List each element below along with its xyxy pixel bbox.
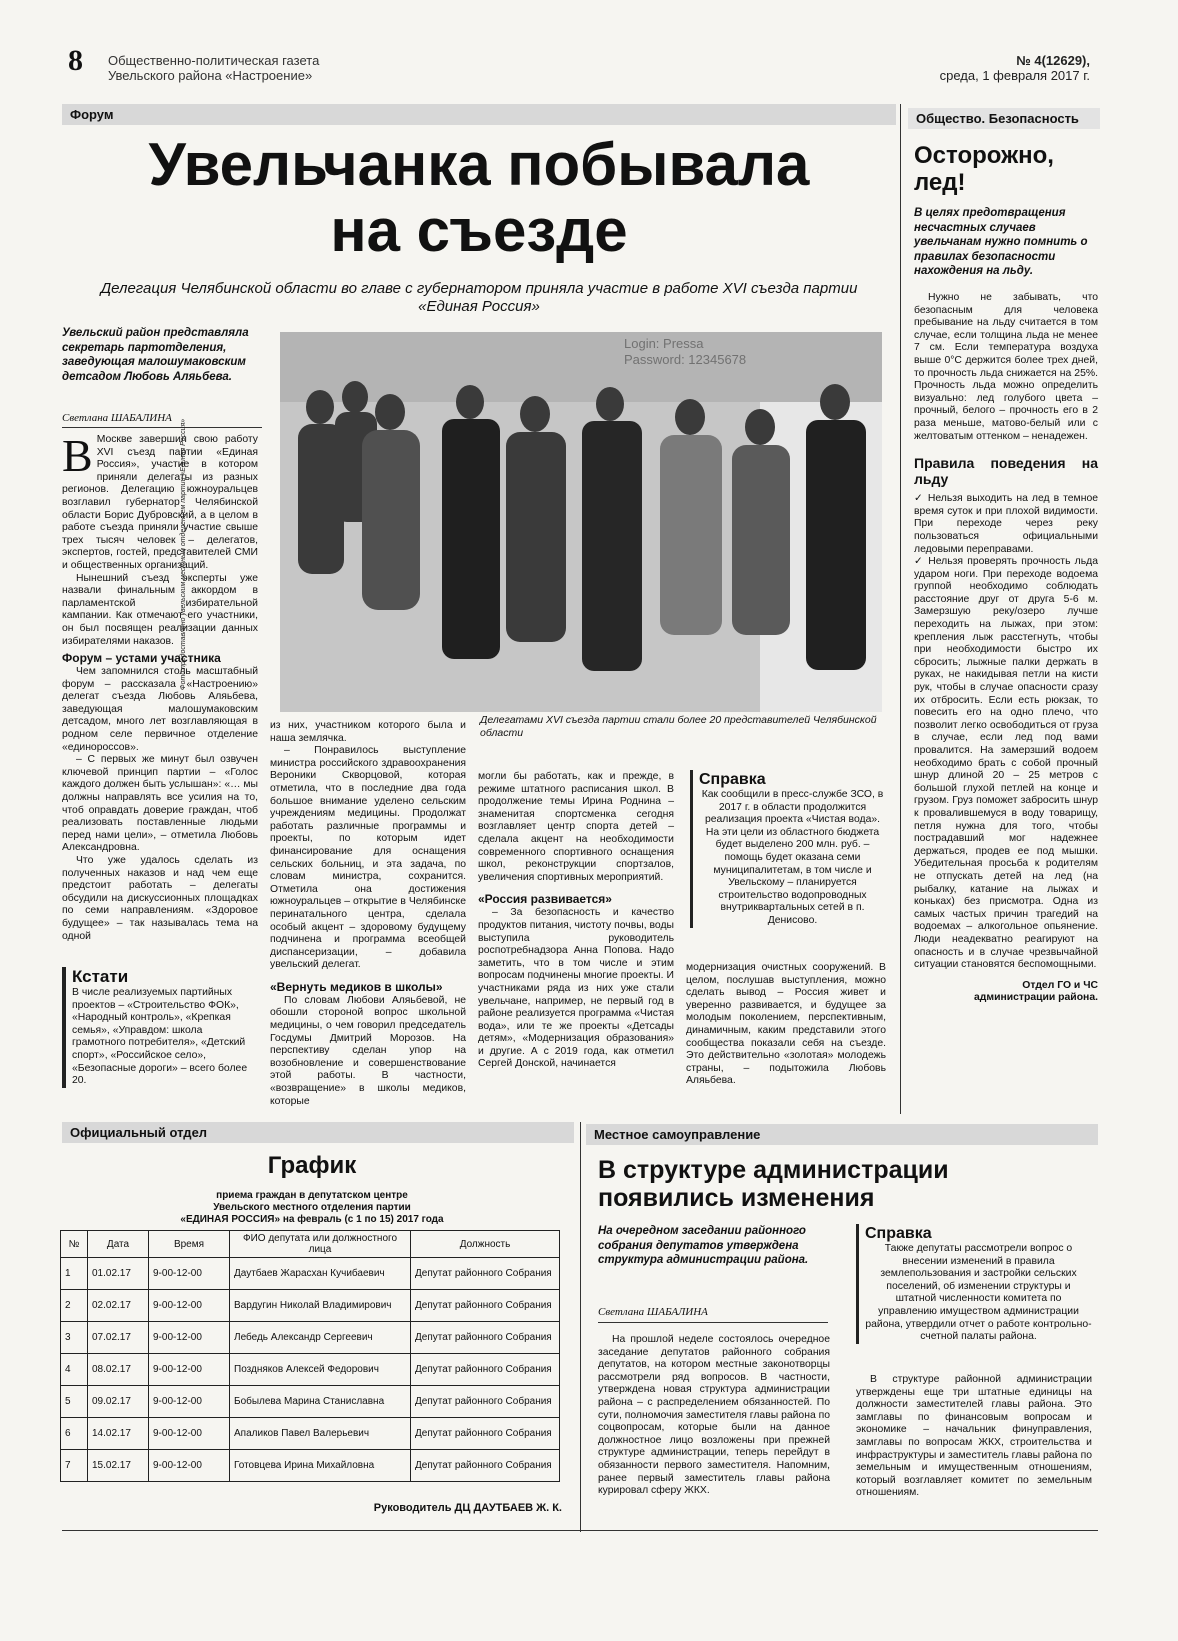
headline-line1: Увельчанка побывала [148, 131, 810, 198]
section-local: Местное самоуправление [586, 1124, 1098, 1145]
safety-headline [914, 142, 1104, 196]
safety-sign1: Отдел ГО и ЧС [1022, 979, 1098, 991]
local-author: Светлана ШАБАЛИНА [598, 1306, 708, 1318]
cell-date: 09.02.17 [88, 1386, 149, 1418]
dropcap: В [62, 430, 93, 481]
lead-line2: «Единая Россия» [418, 298, 540, 315]
cell-number: 1 [61, 1258, 88, 1290]
kstati-title: Кстати [72, 967, 129, 986]
cell-date: 08.02.17 [88, 1354, 149, 1386]
forum-p9: могли бы работать, как и прежде, в режиме штатного расписания школ. В продолжение темы Ирина Роднина – знаменитая спортсменка сегодня возглавляет центр спорта детей – сделала акцент на необходимости современного спортивного оснащения школ, реконструкции спортзалов, увеличения спортивных мероприятий. [478, 771, 674, 883]
safety-title-line1: Осторожно, [914, 142, 1054, 169]
lead-line1: Делегация Челябинской области во главе с губернатором приняла участие в работе XVI съезда партии [100, 280, 858, 297]
photo-people-icon [280, 332, 882, 712]
safety-bullet-2: ✓ Нельзя проверять прочность льда ударом ноги. При переходе водоема группой необходимо соблюдать расстояние друг от друга 5-6 м. Замерзшую реку/озеро лучше переходить на лыжах, при этом: крепления лыж расстегнуть, чтобы при необходимости быстро их сбросить; лыжные палки держать в руках, не накидывая петли на кисти рук, чтобы в случае опасности сразу их отбросить. Если есть рюкзак, то повесить его на одно плечо, что позволит легко освободиться от груза в случае, если лед под вами провалится. На замерзший водоем необходимо брать с собой прочный шнур длиной 20 – 25 метров с большой глухой петлей на конце и грузом. Груз поможет забросить шнур к провалившемуся в воду товарищу, петля нужна для того, чтобы пострадавший мог надежнее держаться, продев ее под мышки. Убедительная просьба к родителям не отпускать детей на лед (на рыбалку, катание на лыжах и коньках) без присмотра. Одна из самых частых причин трагедий на водоемах – алкогольное опьянение. Люди неадекватно реагируют на опасность и в случае чрезвычайной ситуации становятся беспомощными. [914, 556, 1098, 971]
cell-role: Депутат районного Собрания [411, 1386, 560, 1418]
schedule-subtitle [62, 1190, 562, 1226]
local-p1: На прошлой неделе состоялось очередное заседание депутатов районного собрания депутатов, на котором местные законотворцы рассмотрели ряд вопросов. В частности, утверждена новая структура администрации района – с распределением обязанностей. По сути, полномочия заместителя главы района по соцвопросам, которые были на данное должностное лицо возложены при прежней структуре администрации, теперь перейдут в обязанности первого заместителя. Напомним, ранее первый заместитель главы района курировал сферу ЖКХ. [598, 1334, 831, 1497]
safety-bullet-1: ✓ Нельзя выходить на лед в темное время суток и при плохой видимости. При переходе через реку пользоваться официальными ледовыми переправами. [914, 493, 1098, 555]
local-p2: В структуре районной администрации утверждены еще три штатные единицы на должности заместителей главы района. Это замглавы по финансовым вопросам и экономике – начальник финуправления, замглавы по вопросам ЖКХ, строительства и инфраструктуры и заместитель главы района по земельным и имущественным отношениям, который возглавляет комитет по земельным отношениям. [856, 1374, 1092, 1499]
cell-time: 9-00-12-00 [149, 1450, 230, 1482]
issue-date: среда, 1 февраля 2017 г. [939, 68, 1090, 83]
cell-role: Депутат районного Собрания [411, 1418, 560, 1450]
forum-column-3 [478, 771, 674, 1071]
subhead-forum-participant: Форум – устами участника [62, 651, 221, 666]
kstati-box [62, 967, 258, 1088]
forum-lead [62, 280, 896, 316]
local-headline [598, 1156, 1098, 1212]
forum-p10: – За безопасность и качество продуктов питания, чистоту почвы, воды выступила руководитель роспотребнадзора Анна Попова. Надо заметить, что в том числе и этим вопросам подчинены многие проекты. И участниками ряда из них уже стали увельчане, например, не первый год в районе реализуется программа «Чистая вода», или те же проекты «Детсады детям», «Модернизация образования» и другие. А с 2019 года, как отметил Сергей Донской, начинается [478, 907, 674, 1070]
spravka-title: Справка [699, 771, 766, 788]
cell-number: 7 [61, 1450, 88, 1482]
local-title-line2: появились изменения [598, 1184, 875, 1212]
cell-role: Депутат районного Собрания [411, 1258, 560, 1290]
col-name: ФИО депутата или должностного лица [230, 1231, 411, 1258]
newspaper-line2: Увельского района «Настроение» [108, 68, 313, 83]
forum-column-4 [686, 962, 886, 1088]
table-row [61, 1258, 560, 1290]
cell-role: Депутат районного Собрания [411, 1450, 560, 1482]
section-safety: Общество. Безопасность [908, 108, 1100, 129]
cell-date: 01.02.17 [88, 1258, 149, 1290]
safety-p1: Нужно не забывать, что безопасным для человека пребывание на льду считается в том случае, если толщина льда не менее 7 см. Если температура воздуха выше 0°С держится более трех дней, то прочность льда снижается на 25%. Прочность льда можно определить визуально: лед голубого цвета – прочный, белого – прочность его в 2 раза меньше, матово-белый или с желтоватым оттенком – ненадежен. [914, 292, 1098, 442]
kstati-text: В числе реализуемых партийных проектов – «Строительство ФОК», «Народный контроль», «Крепкая семья», «Управдом: школа грамотного потребителя», «Детский спорт», «Российское село», «Безопасные дороги» – всего более 20. [72, 987, 248, 1087]
local-spravka-title: Справка [865, 1225, 932, 1242]
cell-date: 07.02.17 [88, 1322, 149, 1354]
photo-credit: Фото предоставлено увельским местным отделением партии «Единая Россия» [180, 418, 187, 690]
cell-time: 9-00-12-00 [149, 1258, 230, 1290]
issue-number: № 4(12629), [1016, 53, 1090, 68]
cell-date: 14.02.17 [88, 1418, 149, 1450]
cell-number: 2 [61, 1290, 88, 1322]
cell-time: 9-00-12-00 [149, 1354, 230, 1386]
cell-number: 4 [61, 1354, 88, 1386]
spravka-text: Как сообщили в пресс-службе ЗСО, в 2017 г. в области продолжится реализация проекта «Чистая вода». На эти цели из областного бюджета будет выделено 200 млн. руб. – помощь будет оказана семи муниципалитетам, в том числе и Увельскому – планируется строительство водопроводных внутриквартальных сетей в п. Денисово. [701, 789, 884, 926]
headline-line2: на съезде [330, 197, 628, 264]
section-forum: Форум [62, 104, 896, 125]
schedule-signature: Руководитель ДЦ ДАУТБАЕВ Ж. К. [373, 1502, 562, 1514]
spravka-box [690, 770, 886, 928]
cell-role: Депутат районного Собрания [411, 1322, 560, 1354]
forum-p8: По словам Любови Аляьбевой, не обошли стороной вопрос школьной медицины, о чем говорил председатель Госдумы Дмитрий Морозов. На перспективу сделан упор на возобновление и совершенствование этой работы. В частности, «возвращение» в школы медиков, которые [270, 994, 466, 1107]
table-row [61, 1322, 560, 1354]
col-role: Должность [411, 1231, 560, 1258]
safety-body [914, 292, 1098, 1005]
forum-p5: Что уже удалось сделать из полученных наказов и над чем еще предстоит работать – делегаты обсудили на дискуссионных площадках по семи направлениям. «Здоровое будущее» – так называлась тема на одной [62, 855, 258, 942]
local-lead: На очередном заседании районного собрания депутатов утверждена структура администрации района. [598, 1225, 809, 1266]
local-title-line1: В структуре администрации [598, 1156, 949, 1184]
local-spravka-text: Также депутаты рассмотрели вопрос о внесении изменений в правила землепользования и застройки сельских поселений, об изменении структуры и штатной численности комитета по управлению имуществом администрации района, утвердили отчет о работе контрольно-счетной палаты района. [865, 1243, 1092, 1343]
schedule-subtitle-1: приема граждан в депутатском центре [216, 1190, 408, 1201]
table-row [61, 1450, 560, 1482]
cell-time: 9-00-12-00 [149, 1386, 230, 1418]
delegation-photo [280, 332, 882, 712]
cell-name: Поздняков Алексей Федорович [230, 1354, 411, 1386]
subhead-russia-develops: «Россия развивается» [478, 892, 612, 907]
forum-p4: – С первых же минут был озвучен ключевой принцип партии – «Голос каждого должен быть услышан»: «… мы должны направлять все усилия на то, чтоб оправдать доверие граждан, чтоб реализовать поставленные людьми перед нами цели», – отметила Любовь Александровна. [62, 754, 258, 854]
cell-time: 9-00-12-00 [149, 1418, 230, 1450]
cell-name: Готовцева Ирина Михайловна [230, 1450, 411, 1482]
safety-signature [914, 980, 1098, 1005]
forum-p6: из них, участником которого была и наша землячка. [270, 720, 466, 744]
forum-p11: модернизация очистных сооружений. В целом, послушав выступления, можно сделать вывод – Россия живет и уверенно развивается, и будущее за молодым поколением, перспективным, динамичным, каким представили этого сообщества показали себя на съезде. Это действительно «золотая» молодежь страны, – подытожила Любовь Аляьбева. [686, 962, 886, 1087]
cell-number: 6 [61, 1418, 88, 1450]
forum-author: Светлана ШАБАЛИНА [62, 412, 172, 424]
safety-subhead: Правила поведения на льду [914, 455, 1098, 488]
forum-column-1 [62, 430, 258, 943]
page-number: 8 [68, 44, 83, 77]
local-column-2 [856, 1374, 1092, 1500]
col-time: Время [149, 1231, 230, 1258]
forum-intro: Увельский район представляла секретарь партотделения, заведующая малошумаковским детсадом Любовь Аляьбева. [62, 327, 249, 383]
section-official: Официальный отдел [62, 1122, 574, 1143]
newspaper-line1: Общественно-политическая газета [108, 53, 320, 68]
cell-name: Лебедь Александр Сергеевич [230, 1322, 411, 1354]
safety-sign2: администрации района. [974, 992, 1098, 1004]
cell-role: Депутат районного Собрания [411, 1354, 560, 1386]
col-date: Дата [88, 1231, 149, 1258]
cell-date: 02.02.17 [88, 1290, 149, 1322]
photo-login: Login: Pressa [624, 336, 704, 351]
col-number: № [61, 1231, 88, 1258]
safety-lead: В целях предотвращения несчастных случаев увельчанам нужно помнить о правилах безопасности нахождения на льду. [914, 207, 1088, 277]
cell-date: 15.02.17 [88, 1450, 149, 1482]
cell-time: 9-00-12-00 [149, 1290, 230, 1322]
forum-column-2 [270, 720, 466, 1108]
schedule-subtitle-2: Увельского местного отделения партии [213, 1202, 411, 1213]
schedule-title: График [267, 1152, 357, 1179]
forum-p1: Москве завершил свою работу XVI съезд партии «Единая Россия», участие в котором приняли делегаты из разных регионов. Делегацию южноуральцев возглавил губернатор Челябинской области Борис Дубровский, а в целом в работе съезда приняли участие свыше трех тысяч человек – делегатов, экспертов, гостей, представителей СМИ и общественных организаций. [62, 434, 258, 571]
table-row [61, 1290, 560, 1322]
subhead-return-medics: «Вернуть медиков в школы» [270, 979, 443, 994]
table-row [61, 1354, 560, 1386]
forum-p2: Нынешний съезд эксперты уже назвали финальным аккордом в парламентской избирательной кампании. Как отмечают его участники, он был посвящен реализации данных избирателями наказов. [62, 572, 258, 647]
forum-headline [62, 132, 896, 264]
cell-name: Даутбаев Жарасхан Кучибаевич [230, 1258, 411, 1290]
schedule-table [60, 1230, 560, 1482]
table-row [61, 1386, 560, 1418]
newspaper-name [108, 53, 319, 83]
schedule-subtitle-3: «ЕДИНАЯ РОССИЯ» на февраль (с 1 по 15) 2017 года [180, 1214, 444, 1225]
photo-caption: Делегатами XVI съезда партии стали более 20 представителей Челябинской области [480, 714, 877, 739]
cell-role: Депутат районного Собрания [411, 1290, 560, 1322]
cell-number: 3 [61, 1322, 88, 1354]
safety-title-line2: лед! [914, 169, 966, 196]
cell-time: 9-00-12-00 [149, 1322, 230, 1354]
table-row [61, 1418, 560, 1450]
issue-info [940, 53, 1090, 83]
cell-number: 5 [61, 1386, 88, 1418]
local-column-1 [598, 1334, 830, 1498]
forum-p3: Чем запомнился столь масштабный форум – рассказала «Настроению» делегат съезда Любовь Аляьбева, заведующая малошумаковским детсадом, много лет возглавляющая в родном селе первичное отделение «единороссов». [62, 666, 258, 753]
cell-name: Апаликов Павел Валерьевич [230, 1418, 411, 1450]
photo-credentials [624, 336, 746, 368]
cell-name: Бобылева Марина Станиславна [230, 1386, 411, 1418]
cell-name: Вардугин Николай Владимирович [230, 1290, 411, 1322]
forum-p7: – Понравилось выступление министра российского здравоохранения Вероники Скворцовой, которая отметила, что в последние два года большое внимание уделено сельским учреждениям медицины. Продолжат работать различные программы и проекты, по которым идет финансирование для оснащения сельских больниц, и эта задача, по словам министра, сохранится. Отметила она достижения южноуральцев – открытие в Челябинске перинатального центра, сделала особый акцент – здоровому будущему подчинена и программа всеобщей диспансеризации, – добавила увельский делегат. [270, 745, 466, 971]
photo-password: Password: 12345678 [624, 352, 747, 367]
local-spravka-box [856, 1224, 1092, 1344]
schedule-header-row [61, 1231, 560, 1258]
